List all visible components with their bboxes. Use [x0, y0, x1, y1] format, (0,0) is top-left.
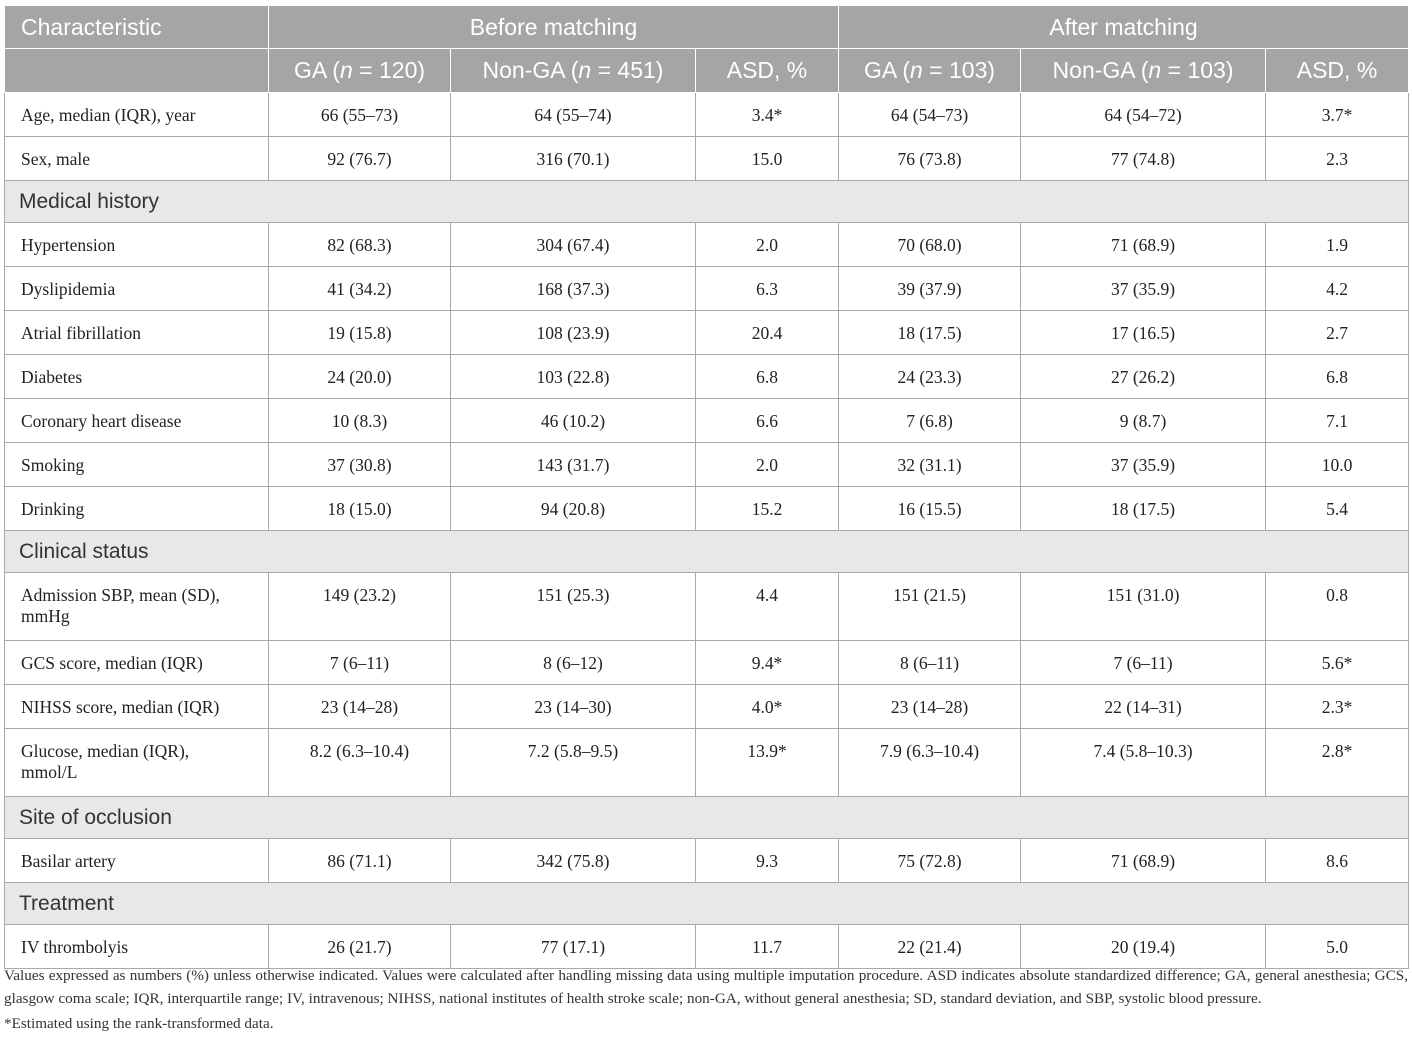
- footnote-abbreviations: Values expressed as numbers (%) unless otherwise indicated. Values were calculated after handling missing data using multiple imputation procedure. ASD indicates absolute standardized difference; GA, general anesthesia; GCS, glasgow coma scale; IQR, interquartile range; IV, intravenous; NIHSS, national institutes of health stroke scale; non-GA, without general anesthesia; SD, standard deviation, and SBP, systolic blood pressure.: [4, 967, 1408, 1007]
- cell: 13.9*: [696, 729, 839, 797]
- row-label: Drinking: [5, 487, 269, 531]
- table-row: [5, 399, 1409, 443]
- cell: 76 (73.8): [839, 137, 1021, 181]
- cell: 108 (23.9): [451, 311, 696, 355]
- cell: 17 (16.5): [1021, 311, 1266, 355]
- cell: 18 (17.5): [1021, 487, 1266, 531]
- cell: 9.3: [696, 839, 839, 883]
- table-row: [5, 685, 1409, 729]
- cell: 8 (6–12): [451, 641, 696, 685]
- cell: 8.2 (6.3–10.4): [269, 729, 451, 797]
- header-row-2: [5, 49, 1409, 93]
- cell: 2.3: [1266, 137, 1409, 181]
- cell: 7.2 (5.8–9.5): [451, 729, 696, 797]
- cell: 70 (68.0): [839, 223, 1021, 267]
- cell: 9 (8.7): [1021, 399, 1266, 443]
- cell: 149 (23.2): [269, 573, 451, 641]
- table-row: [5, 267, 1409, 311]
- header-ga-before: GA (n = 120): [269, 49, 451, 93]
- cell: 37 (35.9): [1021, 267, 1266, 311]
- row-label-line: mmHg: [21, 606, 70, 626]
- row-label: Diabetes: [5, 355, 269, 399]
- cell: 2.0: [696, 223, 839, 267]
- section-header-medical-history: [5, 181, 1409, 223]
- row-label: Smoking: [5, 443, 269, 487]
- cell: 7 (6–11): [269, 641, 451, 685]
- table-row: [5, 137, 1409, 181]
- footnote-star: *Estimated using the rank-transformed data.: [4, 1015, 274, 1032]
- table-row: [5, 311, 1409, 355]
- cell: 11.7: [696, 925, 839, 969]
- n-ga-after: 103: [949, 57, 988, 83]
- table-row: [5, 641, 1409, 685]
- cell: 64 (54–73): [839, 93, 1021, 137]
- row-label: NIHSS score, median (IQR): [5, 685, 269, 729]
- cell: 24 (20.0): [269, 355, 451, 399]
- header-ga-after: GA (n = 103): [839, 49, 1021, 93]
- cell: 6.8: [696, 355, 839, 399]
- baseline-characteristics-table: [4, 5, 1409, 969]
- table-row: [5, 93, 1409, 137]
- cell: 22 (14–31): [1021, 685, 1266, 729]
- row-label: Hypertension: [5, 223, 269, 267]
- section-title: Treatment: [5, 883, 1409, 925]
- row-label: Basilar artery: [5, 839, 269, 883]
- cell: 15.2: [696, 487, 839, 531]
- cell: 7 (6.8): [839, 399, 1021, 443]
- cell: 71 (68.9): [1021, 223, 1266, 267]
- table-row: [5, 223, 1409, 267]
- table-footnotes: [4, 964, 1408, 1035]
- cell: 32 (31.1): [839, 443, 1021, 487]
- cell: 2.3*: [1266, 685, 1409, 729]
- cell: 23 (14–30): [451, 685, 696, 729]
- cell: 94 (20.8): [451, 487, 696, 531]
- cell: 342 (75.8): [451, 839, 696, 883]
- row-label-line: Glucose, median (IQR),: [21, 741, 190, 761]
- cell: 7 (6–11): [1021, 641, 1266, 685]
- cell: 3.4*: [696, 93, 839, 137]
- cell: 7.4 (5.8–10.3): [1021, 729, 1266, 797]
- cell: 5.6*: [1266, 641, 1409, 685]
- cell: 4.4: [696, 573, 839, 641]
- cell: 103 (22.8): [451, 355, 696, 399]
- cell: 26 (21.7): [269, 925, 451, 969]
- cell: 1.9: [1266, 223, 1409, 267]
- cell: 39 (37.9): [839, 267, 1021, 311]
- table-row: [5, 839, 1409, 883]
- cell: 18 (17.5): [839, 311, 1021, 355]
- header-row-1: [5, 6, 1409, 49]
- section-title: Medical history: [5, 181, 1409, 223]
- cell: 151 (25.3): [451, 573, 696, 641]
- cell: 86 (71.1): [269, 839, 451, 883]
- row-label: Dyslipidemia: [5, 267, 269, 311]
- table-row: [5, 443, 1409, 487]
- header-blank: [5, 49, 269, 93]
- cell: 4.0*: [696, 685, 839, 729]
- cell: 16 (15.5): [839, 487, 1021, 531]
- cell: 37 (35.9): [1021, 443, 1266, 487]
- section-header-clinical-status: [5, 531, 1409, 573]
- cell: 20.4: [696, 311, 839, 355]
- header-asd-before: ASD, %: [696, 49, 839, 93]
- row-label: Sex, male: [5, 137, 269, 181]
- cell: 2.7: [1266, 311, 1409, 355]
- cell: 37 (30.8): [269, 443, 451, 487]
- row-label: Atrial fibrillation: [5, 311, 269, 355]
- cell: 5.4: [1266, 487, 1409, 531]
- cell: 19 (15.8): [269, 311, 451, 355]
- table-row: [5, 487, 1409, 531]
- cell: 9.4*: [696, 641, 839, 685]
- table-row: [5, 573, 1409, 641]
- row-label-line: mmol/L: [21, 762, 78, 782]
- cell: 10 (8.3): [269, 399, 451, 443]
- cell: 4.2: [1266, 267, 1409, 311]
- cell: 20 (19.4): [1021, 925, 1266, 969]
- n-nonga-after: 103: [1187, 57, 1226, 83]
- cell: 41 (34.2): [269, 267, 451, 311]
- table-row: [5, 729, 1409, 797]
- header-characteristic: Characteristic: [5, 6, 269, 49]
- table-row: [5, 355, 1409, 399]
- cell: 6.8: [1266, 355, 1409, 399]
- table-container: [4, 5, 1408, 969]
- cell: 0.8: [1266, 573, 1409, 641]
- row-label: [5, 573, 269, 641]
- cell: 46 (10.2): [451, 399, 696, 443]
- row-label-line: Admission SBP, mean (SD),: [21, 585, 220, 605]
- cell: 6.3: [696, 267, 839, 311]
- cell: 151 (21.5): [839, 573, 1021, 641]
- cell: 64 (55–74): [451, 93, 696, 137]
- header-after-matching: After matching: [839, 6, 1409, 49]
- cell: 10.0: [1266, 443, 1409, 487]
- cell: 15.0: [696, 137, 839, 181]
- cell: 18 (15.0): [269, 487, 451, 531]
- cell: 316 (70.1): [451, 137, 696, 181]
- row-label: Coronary heart disease: [5, 399, 269, 443]
- row-label: [5, 729, 269, 797]
- row-label: IV thrombolyis: [5, 925, 269, 969]
- cell: 22 (21.4): [839, 925, 1021, 969]
- cell: 143 (31.7): [451, 443, 696, 487]
- section-header-site-of-occlusion: [5, 797, 1409, 839]
- section-title: Site of occlusion: [5, 797, 1409, 839]
- cell: 7.1: [1266, 399, 1409, 443]
- cell: 77 (74.8): [1021, 137, 1266, 181]
- section-header-treatment: [5, 883, 1409, 925]
- cell: 77 (17.1): [451, 925, 696, 969]
- cell: 2.8*: [1266, 729, 1409, 797]
- cell: 82 (68.3): [269, 223, 451, 267]
- cell: 3.7*: [1266, 93, 1409, 137]
- cell: 23 (14–28): [269, 685, 451, 729]
- row-label: Age, median (IQR), year: [5, 93, 269, 137]
- cell: 24 (23.3): [839, 355, 1021, 399]
- table-row: [5, 925, 1409, 969]
- header-asd-after: ASD, %: [1266, 49, 1409, 93]
- header-nonga-after: Non-GA (n = 103): [1021, 49, 1266, 93]
- cell: 75 (72.8): [839, 839, 1021, 883]
- cell: 64 (54–72): [1021, 93, 1266, 137]
- row-label: GCS score, median (IQR): [5, 641, 269, 685]
- cell: 304 (67.4): [451, 223, 696, 267]
- section-title: Clinical status: [5, 531, 1409, 573]
- n-ga-before: 120: [378, 57, 418, 83]
- cell: 2.0: [696, 443, 839, 487]
- cell: 92 (76.7): [269, 137, 451, 181]
- cell: 66 (55–73): [269, 93, 451, 137]
- cell: 8 (6–11): [839, 641, 1021, 685]
- cell: 71 (68.9): [1021, 839, 1266, 883]
- cell: 151 (31.0): [1021, 573, 1266, 641]
- cell: 5.0: [1266, 925, 1409, 969]
- n-nonga-before: 451: [617, 57, 656, 83]
- cell: 168 (37.3): [451, 267, 696, 311]
- header-before-matching: Before matching: [269, 6, 839, 49]
- cell: 27 (26.2): [1021, 355, 1266, 399]
- header-nonga-before: Non-GA (n = 451): [451, 49, 696, 93]
- cell: 8.6: [1266, 839, 1409, 883]
- cell: 23 (14–28): [839, 685, 1021, 729]
- cell: 6.6: [696, 399, 839, 443]
- cell: 7.9 (6.3–10.4): [839, 729, 1021, 797]
